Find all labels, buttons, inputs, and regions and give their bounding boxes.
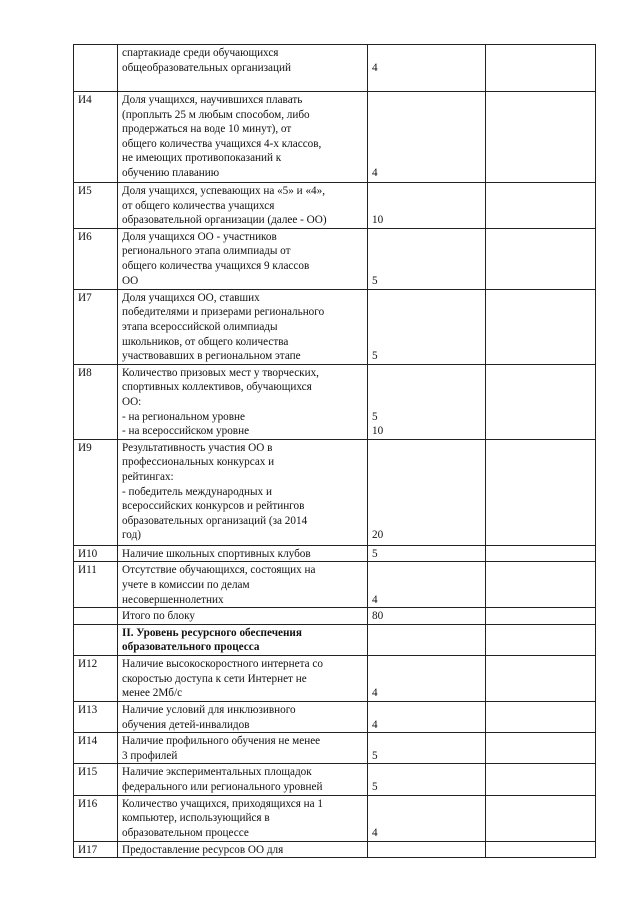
row-score-cell: 4: [368, 795, 486, 841]
row-empty-cell: [486, 562, 596, 608]
row-description-cell: спартакиаде среди обучающихся общеобразовательных организаций: [118, 45, 368, 92]
row-id-cell: И15: [74, 764, 118, 795]
table-row: [74, 624, 596, 655]
row-score-cell: 5 10: [368, 364, 486, 439]
row-id-cell: И12: [74, 655, 118, 701]
table-row: [74, 364, 596, 439]
row-empty-cell: [486, 733, 596, 764]
row-empty-cell: [486, 183, 596, 229]
row-description-cell: Наличие профильного обучения не менее 3 профилей: [118, 733, 368, 764]
row-score-cell: 4: [368, 45, 486, 92]
row-empty-cell: [486, 45, 596, 92]
row-empty-cell: [486, 92, 596, 183]
row-empty-cell: [486, 289, 596, 364]
table-row: [74, 655, 596, 701]
row-description-cell: Наличие условий для инклюзивного обучения детей-инвалидов: [118, 701, 368, 732]
row-empty-cell: [486, 701, 596, 732]
row-score-cell: 4: [368, 701, 486, 732]
row-empty-cell: [486, 795, 596, 841]
row-score-cell: 10: [368, 183, 486, 229]
table-row: [74, 733, 596, 764]
row-id-cell: И16: [74, 795, 118, 841]
row-empty-cell: [486, 655, 596, 701]
table-row: [74, 545, 596, 562]
row-description-cell: Итого по блоку: [118, 608, 368, 625]
row-description-cell: Наличие экспериментальных площадок федерального или регионального уровней: [118, 764, 368, 795]
criteria-table-body: [74, 45, 596, 858]
table-row: [74, 228, 596, 289]
row-score-cell: 20: [368, 439, 486, 545]
row-id-cell: [74, 608, 118, 625]
row-score-cell: [368, 841, 486, 858]
row-description-cell: Доля учащихся ОО, ставших победителями и призерами регионального этапа всероссийской олимпиады школьников, от общего количества участвовавших в региональном этапе: [118, 289, 368, 364]
table-row: [74, 608, 596, 625]
row-description-cell: Отсутствие обучающихся, состоящих на учете в комиссии по делам несовершеннолетних: [118, 562, 368, 608]
row-score-cell: 5: [368, 228, 486, 289]
table-row: [74, 45, 596, 92]
row-description-cell: Наличие высокоскоростного интернета со скоростью доступа к сети Интернет не менее 2Мб/с: [118, 655, 368, 701]
row-id-cell: И11: [74, 562, 118, 608]
row-id-cell: И5: [74, 183, 118, 229]
row-empty-cell: [486, 624, 596, 655]
row-id-cell: И7: [74, 289, 118, 364]
row-empty-cell: [486, 364, 596, 439]
row-score-cell: 5: [368, 764, 486, 795]
criteria-table: [73, 44, 596, 858]
row-id-cell: И8: [74, 364, 118, 439]
row-score-cell: [368, 624, 486, 655]
row-description-cell: Результативность участия ОО в профессиональных конкурсах и рейтингах: - победитель международных и всероссийских конкурсов и рейтингов образовательных организаций (за 2014 год): [118, 439, 368, 545]
row-id-cell: И17: [74, 841, 118, 858]
row-id-cell: И6: [74, 228, 118, 289]
row-id-cell: [74, 45, 118, 92]
row-description-cell: Доля учащихся, научившихся плавать (проплыть 25 м любым способом, либо продержаться на воде 10 минут), от общего количества учащихся 4-х классов, не имеющих противопоказаний к обучению плаванию: [118, 92, 368, 183]
row-id-cell: И9: [74, 439, 118, 545]
row-empty-cell: [486, 764, 596, 795]
table-row: [74, 183, 596, 229]
row-empty-cell: [486, 545, 596, 562]
row-description-cell: Доля учащихся ОО - участников регионального этапа олимпиады от общего количества учащихся 9 классов ОО: [118, 228, 368, 289]
row-id-cell: И13: [74, 701, 118, 732]
table-row: [74, 795, 596, 841]
table-row: [74, 289, 596, 364]
table-row: [74, 841, 596, 858]
row-empty-cell: [486, 228, 596, 289]
row-id-cell: И10: [74, 545, 118, 562]
row-description-cell: Количество учащихся, приходящихся на 1 компьютер, использующийся в образовательном процессе: [118, 795, 368, 841]
row-score-cell: 4: [368, 562, 486, 608]
row-description-cell: Количество призовых мест у творческих, спортивных коллективов, обучающихся ОО: - на региональном уровне - на всероссийском уровне: [118, 364, 368, 439]
table-row: [74, 701, 596, 732]
table-row: [74, 562, 596, 608]
row-score-cell: 80: [368, 608, 486, 625]
row-id-cell: И4: [74, 92, 118, 183]
row-description-cell: II. Уровень ресурсного обеспечения образовательного процесса: [118, 624, 368, 655]
row-score-cell: 5: [368, 289, 486, 364]
row-empty-cell: [486, 439, 596, 545]
row-id-cell: И14: [74, 733, 118, 764]
row-empty-cell: [486, 841, 596, 858]
row-score-cell: 4: [368, 655, 486, 701]
row-score-cell: 4: [368, 92, 486, 183]
row-description-cell: Доля учащихся, успевающих на «5» и «4», от общего количества учащихся образовательной организации (далее - ОО): [118, 183, 368, 229]
row-score-cell: 5: [368, 545, 486, 562]
row-id-cell: [74, 624, 118, 655]
row-description-cell: Наличие школьных спортивных клубов: [118, 545, 368, 562]
table-row: [74, 92, 596, 183]
row-empty-cell: [486, 608, 596, 625]
table-row: [74, 764, 596, 795]
row-score-cell: 5: [368, 733, 486, 764]
row-description-cell: Предоставление ресурсов ОО для: [118, 841, 368, 858]
table-row: [74, 439, 596, 545]
